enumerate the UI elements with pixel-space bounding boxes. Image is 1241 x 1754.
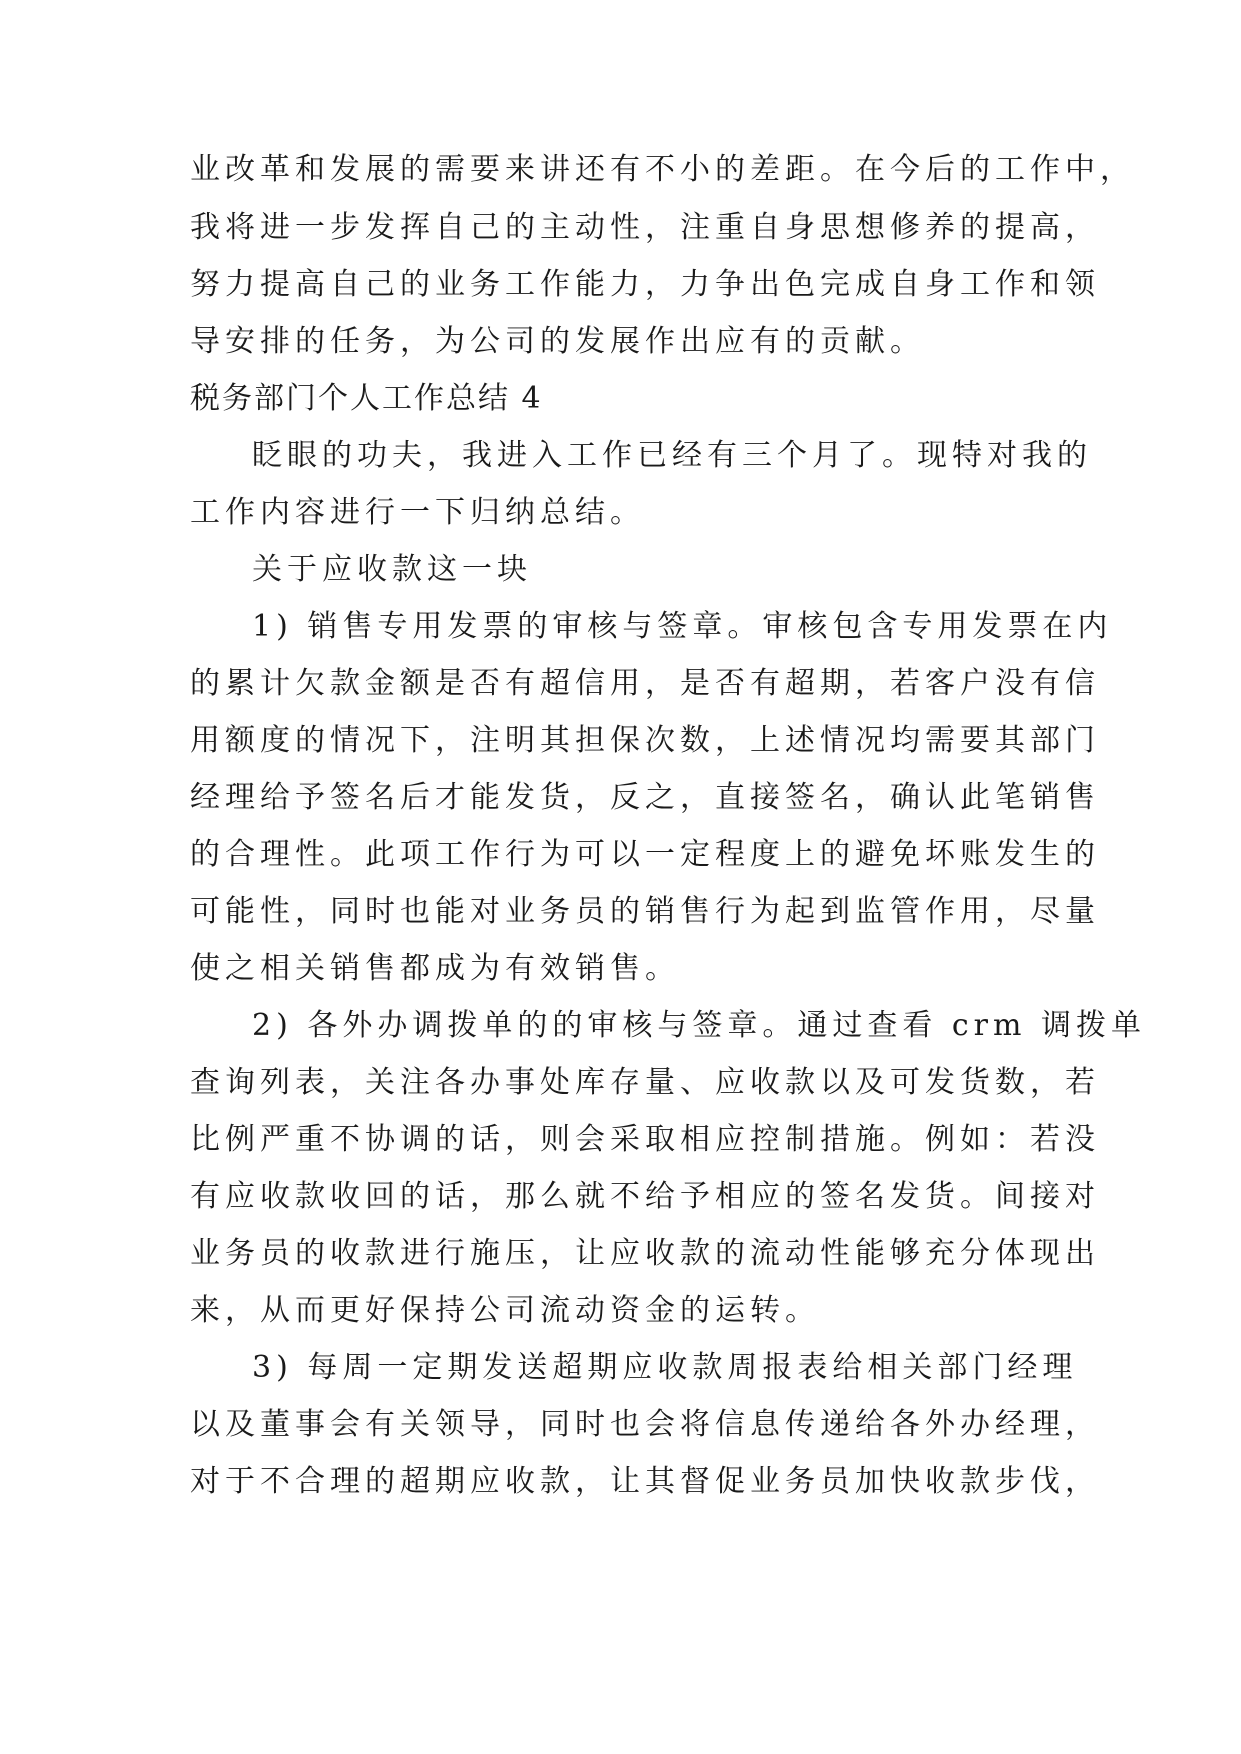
text-line: 3) 每周一定期发送超期应收款周报表给相关部门经理 <box>252 1350 1078 1385</box>
text-line: 使之相关销售都成为有效销售。 <box>190 951 680 986</box>
text-line: 的合理性。此项工作行为可以一定程度上的避免坏账发生的 <box>190 837 1100 872</box>
text-line: 以及董事会有关领导，同时也会将信息传递给各外办经理， <box>190 1407 1100 1442</box>
text-line: 努力提高自己的业务工作能力，力争出色完成自身工作和领 <box>190 267 1100 302</box>
text-line: 查询列表，关注各办事处库存量、应收款以及可发货数，若 <box>190 1065 1100 1100</box>
text-line: 来，从而更好保持公司流动资金的运转。 <box>190 1293 820 1328</box>
subheading: 关于应收款这一块 <box>252 552 532 587</box>
text-line: 比例严重不协调的话，则会采取相应控制措施。例如：若没 <box>190 1122 1100 1157</box>
text-line: 可能性，同时也能对业务员的销售行为起到监管作用，尽量 <box>190 894 1100 929</box>
text-line: 导安排的任务，为公司的发展作出应有的贡献。 <box>190 324 925 359</box>
text-line: 用额度的情况下，注明其担保次数，上述情况均需要其部门 <box>190 723 1100 758</box>
text-line: 的累计欠款金额是否有超信用，是否有超期，若客户没有信 <box>190 666 1100 701</box>
section-heading: 税务部门个人工作总结 4 <box>190 381 543 416</box>
text-line: 2) 各外办调拨单的的审核与签章。通过查看 crm 调拨单 <box>252 1008 1146 1043</box>
text-line: 工作内容进行一下归纳总结。 <box>190 495 645 530</box>
text-line: 对于不合理的超期应收款，让其督促业务员加快收款步伐， <box>190 1464 1100 1499</box>
text-line: 经理给予签名后才能发货，反之，直接签名，确认此笔销售 <box>190 780 1100 815</box>
text-line: 眨眼的功夫，我进入工作已经有三个月了。现特对我的 <box>252 438 1092 473</box>
text-line: 业务员的收款进行施压，让应收款的流动性能够充分体现出 <box>190 1236 1100 1271</box>
text-line: 1) 销售专用发票的审核与签章。审核包含专用发票在内 <box>252 609 1113 644</box>
text-line: 我将进一步发挥自己的主动性，注重自身思想修养的提高， <box>190 210 1100 245</box>
text-line: 有应收款收回的话，那么就不给予相应的签名发货。间接对 <box>190 1179 1100 1214</box>
text-line: 业改革和发展的需要来讲还有不小的差距。在今后的工作中， <box>190 152 1135 187</box>
